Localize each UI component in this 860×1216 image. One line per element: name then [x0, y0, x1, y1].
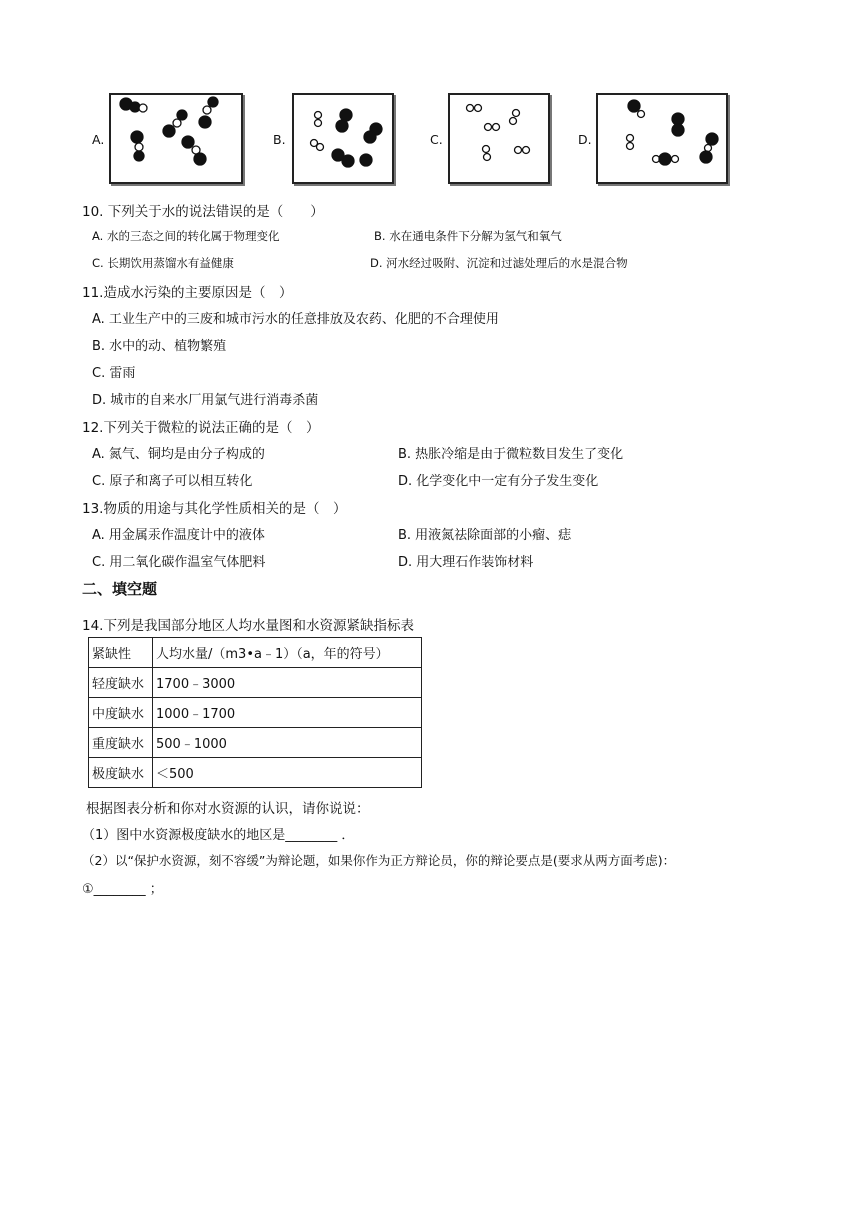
molecule-diagram-c — [448, 93, 550, 184]
question-10-option-c: C. 长期饮用蒸馏水有益健康 — [92, 256, 234, 270]
diagram-label-d: D. — [578, 132, 592, 147]
table-row — [89, 698, 422, 728]
table-cell: 中度缺水 — [89, 698, 153, 728]
question-12-stem: 12.下列关于微粒的说法正确的是（ ） — [82, 420, 320, 436]
table-cell: 极度缺水 — [89, 758, 153, 788]
question-11-option-d: D. 城市的自来水厂用氯气进行消毒杀菌 — [92, 393, 319, 408]
diagram-label-a: A. — [92, 132, 105, 147]
question-11-option-c: C. 雷雨 — [92, 366, 136, 381]
table-row — [89, 758, 422, 788]
question-11-option-a: A. 工业生产中的三废和城市污水的任意排放及农药、化肥的不合理使用 — [92, 312, 499, 327]
table-row — [89, 728, 422, 758]
question-13-stem: 13.物质的用途与其化学性质相关的是（ ） — [82, 501, 347, 517]
table-header-cell: 人均水量/（m3•a﹣1）（a，年的符号） — [153, 638, 422, 668]
molecule-diagram-b — [292, 93, 394, 184]
question-14-stem: 14.下列是我国部分地区人均水量图和水资源紧缺指标表 — [82, 618, 414, 634]
table-header-row — [89, 638, 422, 668]
question-13-option-a: A. 用金属汞作温度计中的液体 — [92, 528, 265, 543]
section-title-fill-in: 二、填空题 — [82, 580, 158, 598]
question-12-option-d: D. 化学变化中一定有分子发生变化 — [398, 474, 599, 489]
table-cell: 重度缺水 — [89, 728, 153, 758]
diagram-label-b: B. — [273, 132, 286, 147]
question-10-option-a: A. 水的三态之间的转化属于物理变化 — [92, 229, 280, 243]
question-13-option-c: C. 用二氧化碳作温室气体肥料 — [92, 555, 266, 570]
molecule-diagram-a — [109, 93, 243, 184]
question-12-option-c: C. 原子和离子可以相互转化 — [92, 474, 253, 489]
table-cell: 500﹣1000 — [153, 728, 422, 758]
question-12-option-a: A. 氮气、铜均是由分子构成的 — [92, 447, 265, 462]
table-row — [89, 668, 422, 698]
question-13-option-d: D. 用大理石作装饰材料 — [398, 555, 534, 570]
question-14-intro: 根据图表分析和你对水资源的认识，请你说说： — [86, 801, 370, 817]
table-header-cell: 紧缺性 — [89, 638, 153, 668]
question-14-sub1: （1）图中水资源极度缺水的地区是________ ． — [82, 828, 355, 843]
table-cell: 1000﹣1700 — [153, 698, 422, 728]
water-scarcity-table — [88, 637, 422, 788]
question-14-sub2-item1: ①________ ； — [82, 882, 163, 897]
table-cell: 轻度缺水 — [89, 668, 153, 698]
table-cell: 1700﹣3000 — [153, 668, 422, 698]
question-14-sub2: （2）以“保护水资源，刻不容缓”为辩论题，如果你作为正方辩论员，你的辩论要点是(要求从两方面考虑)： — [82, 853, 676, 868]
diagram-label-c: C. — [430, 132, 443, 147]
molecule-diagram-d — [596, 93, 728, 184]
question-12-option-b: B. 热胀冷缩是由于微粒数目发生了变化 — [398, 447, 624, 462]
question-11-option-b: B. 水中的动、植物繁殖 — [92, 339, 227, 354]
question-11-stem: 11.造成水污染的主要原因是（ ） — [82, 285, 293, 301]
question-10-option-d: D. 河水经过吸附、沉淀和过滤处理后的水是混合物 — [370, 256, 628, 270]
table-cell: ＜500 — [153, 758, 422, 788]
question-13-option-b: B. 用液氮祛除面部的小瘤、痣 — [398, 528, 572, 543]
question-10-stem: 10. 下列关于水的说法错误的是（ ） — [82, 204, 324, 220]
question-10-option-b: B. 水在通电条件下分解为氢气和氧气 — [374, 229, 562, 243]
